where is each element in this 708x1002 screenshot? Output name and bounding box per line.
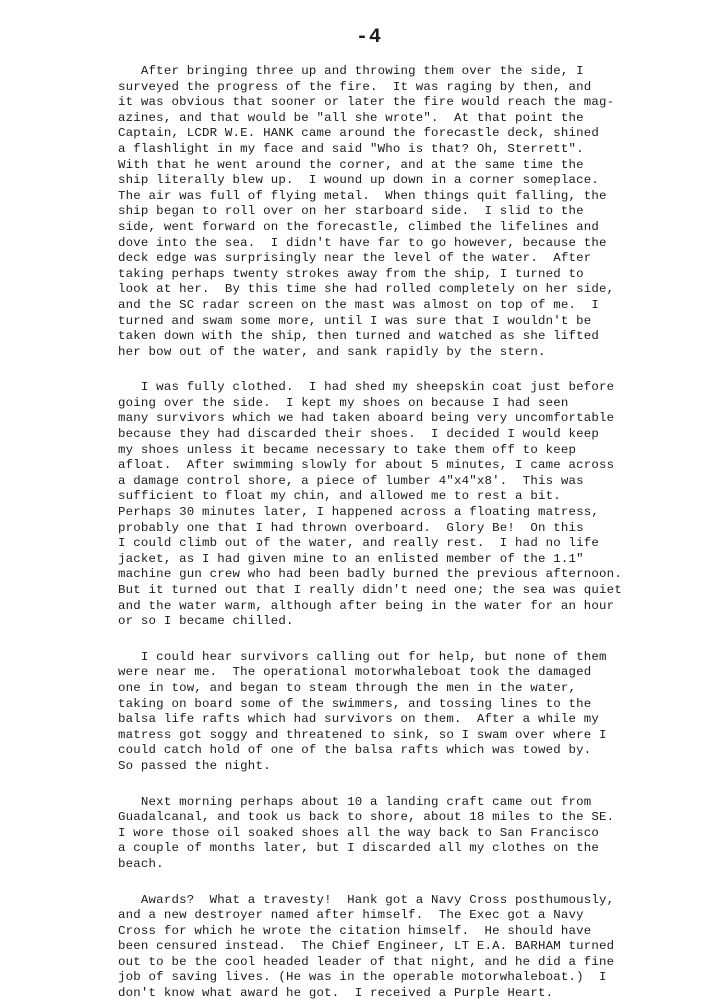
text-line: Cross for which he wrote the citation himself. He should have xyxy=(118,923,592,938)
text-line: matress got soggy and threatened to sink, so I swam over where I xyxy=(118,727,607,742)
text-line: surveyed the progress of the fire. It was raging by then, and xyxy=(118,79,592,94)
text-line: could catch hold of one of the balsa rafts which was towed by. xyxy=(118,743,592,758)
text-line: were near me. The operational motorwhaleboat took the damaged xyxy=(118,665,592,680)
paragraph-3 xyxy=(118,650,648,775)
text-line: one in tow, and began to steam through the men in the water, xyxy=(118,680,577,695)
text-line: azines, and that would be "all she wrote". At that point the xyxy=(118,110,584,125)
text-line: and a new destroyer named after himself. The Exec got a Navy xyxy=(118,908,584,923)
text-line: I could climb out of the water, and really rest. I had no life xyxy=(118,536,600,551)
text-line: So passed the night. xyxy=(118,758,271,773)
text-line: Guadalcanal, and took us back to shore, about 18 miles to the SE. xyxy=(118,810,615,825)
text-line: The air was full of flying metal. When things quit falling, the xyxy=(118,188,607,203)
paragraph-5 xyxy=(118,893,648,1002)
text-line: machine gun crew who had been badly burned the previous afternoon. xyxy=(118,567,622,582)
text-line: deck edge was surprisingly near the level of the water. After xyxy=(118,251,592,266)
text-line: balsa life rafts which had survivors on them. After a while my xyxy=(118,712,600,727)
text-line: it was obvious that sooner or later the fire would reach the mag- xyxy=(118,95,615,110)
text-line: But it turned out that I really didn't need one; the sea was quiet xyxy=(118,583,622,597)
text-line: because they had discarded their shoes. I decided I would keep xyxy=(118,427,600,442)
text-line: Captain, LCDR W.E. HANK came around the forecastle deck, shined xyxy=(118,126,600,141)
text-line: or so I became chilled. xyxy=(118,614,294,629)
text-line: look at her. By this time she had rolled completely on her side, xyxy=(118,282,615,297)
text-line: Next morning perhaps about 10 a landing craft came out from xyxy=(118,794,592,809)
text-line: and the water warm, although after being in the water for an hour xyxy=(118,598,615,613)
text-line: out to be the cool headed leader of that night, and he did a fine xyxy=(118,954,615,969)
text-line: turned and swam some more, until I was sure that I wouldn't be xyxy=(118,313,592,328)
text-line: don't know what award he got. I received a Purple Heart. xyxy=(118,986,554,1001)
text-line: side, went forward on the forecastle, climbed the lifelines and xyxy=(118,219,600,234)
text-line: my shoes unless it became necessary to take them off to keep xyxy=(118,442,577,457)
text-line: I wore those oil soaked shoes all the way back to San Francisco xyxy=(118,825,600,840)
text-line: a couple of months later, but I discarded all my clothes on the xyxy=(118,841,600,856)
text-line: many survivors which we had taken aboard being very uncomfortable xyxy=(118,411,615,426)
text-line: a flashlight in my face and said "Who is that? Oh, Sterrett". xyxy=(118,141,584,156)
text-line: taken down with the ship, then turned and watched as she lifted xyxy=(118,329,600,344)
text-line: ship literally blew up. I wound up down in a corner someplace. xyxy=(118,173,600,188)
text-line: With that he went around the corner, and at the same time the xyxy=(118,157,584,172)
text-line: been censured instead. The Chief Engineer, LT E.A. BARHAM turned xyxy=(118,939,615,954)
text-line: afloat. After swimming slowly for about 5 minutes, I came across xyxy=(118,458,615,473)
page-number: -4 xyxy=(356,26,383,49)
text-line: taking on board some of the swimmers, and tossing lines to the xyxy=(118,696,592,711)
text-line: After bringing three up and throwing them over the side, I xyxy=(118,64,584,78)
document-body xyxy=(118,64,648,1002)
paragraph-2 xyxy=(118,380,648,630)
text-line: her bow out of the water, and sank rapidly by the stern. xyxy=(118,344,546,359)
text-line: I was fully clothed. I had shed my sheepskin coat just before xyxy=(118,380,615,395)
text-line: dove into the sea. I didn't have far to go however, because the xyxy=(118,235,607,250)
text-line: taking perhaps twenty strokes away from the ship, I turned to xyxy=(118,266,584,281)
text-line: Perhaps 30 minutes later, I happened across a floating matress, xyxy=(118,505,600,520)
text-line: Awards? What a travesty! Hank got a Navy Cross posthumously, xyxy=(118,892,615,907)
text-line: job of saving lives. (He was in the operable motorwhaleboat.) I xyxy=(118,970,607,985)
text-line: sufficient to float my chin, and allowed me to rest a bit. xyxy=(118,489,561,504)
paragraph-4 xyxy=(118,795,648,873)
text-line: ship began to roll over on her starboard side. I slid to the xyxy=(118,204,584,219)
text-line: a damage control shore, a piece of lumber 4"x4"x8'. This was xyxy=(118,473,584,488)
text-line: going over the side. I kept my shoes on because I had seen xyxy=(118,395,569,410)
text-line: jacket, as I had given mine to an enlisted member of the 1.1" xyxy=(118,551,584,566)
text-line: beach. xyxy=(118,856,164,871)
paragraph-1 xyxy=(118,64,648,360)
text-line: probably one that I had thrown overboard. Glory Be! On this xyxy=(118,520,584,535)
text-line: and the SC radar screen on the mast was almost on top of me. I xyxy=(118,297,600,312)
text-line: I could hear survivors calling out for help, but none of them xyxy=(118,649,607,664)
